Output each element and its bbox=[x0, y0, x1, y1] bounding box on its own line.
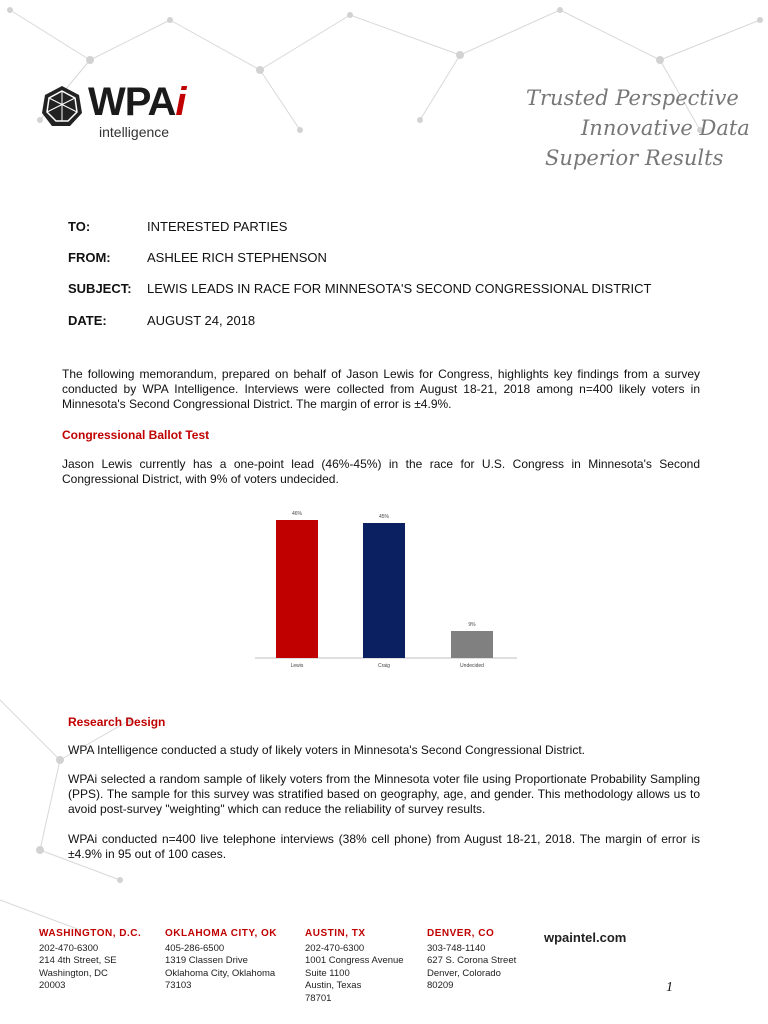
office-city: OKLAHOMA CITY, OK bbox=[165, 928, 278, 939]
bar-undecided bbox=[451, 631, 493, 658]
logo-emblem-icon bbox=[40, 84, 84, 128]
office-washington bbox=[39, 928, 141, 993]
office-line: 73103 bbox=[165, 980, 192, 991]
office-city: DENVER, CO bbox=[427, 928, 495, 939]
research-paragraph-3: WPAi conducted n=400 live telephone interviews (38% cell phone) from August 18-21, 2018. The margin of error is ±4.9% in 95 out of 100 cases. bbox=[68, 832, 700, 861]
office-line: 303-748-1140 bbox=[427, 942, 486, 954]
research-paragraph-1: WPA Intelligence conducted a study of likely voters in Minnesota's Second Congressional District. bbox=[68, 743, 585, 757]
ballot-test-paragraph: Jason Lewis currently has a one-point lead (46%-45%) in the race for U.S. Congress in Minnesota's Second Congressional District, with 9% of voters undecided. bbox=[62, 457, 700, 486]
office-line: 78701 bbox=[305, 992, 332, 1004]
data-label-craig: 45% bbox=[378, 514, 390, 520]
category-label-undecided: Undecided bbox=[460, 663, 484, 669]
office-line: 1319 Classen Drive bbox=[165, 955, 248, 966]
ballot-test-bar-chart bbox=[255, 505, 520, 675]
tagline-2: Innovative Data bbox=[581, 116, 750, 140]
office-line: 1001 Congress Avenue bbox=[305, 955, 404, 966]
page-number: 1 bbox=[666, 980, 673, 995]
office-line: 202-470-6300 bbox=[305, 942, 365, 954]
bar-craig bbox=[363, 523, 405, 658]
office-city: WASHINGTON, D.C. bbox=[39, 928, 142, 939]
data-label-undecided: 9% bbox=[468, 622, 476, 628]
logo-wordmark: WPAi bbox=[88, 80, 186, 124]
memo-date-value: AUGUST 24, 2018 bbox=[147, 313, 256, 328]
category-label-craig: Craig bbox=[378, 663, 390, 669]
office-line: Suite 1100 bbox=[305, 967, 350, 979]
category-label-lewis: Lewis bbox=[290, 663, 304, 669]
memo-subject-value: LEWIS LEADS IN RACE FOR MINNESOTA'S SECOND CONGRESSIONAL DISTRICT bbox=[147, 281, 652, 296]
tagline-3: Superior Results bbox=[545, 146, 724, 170]
office-city: AUSTIN, TX bbox=[305, 928, 366, 939]
memo-to-value: INTERESTED PARTIES bbox=[147, 219, 288, 234]
tagline-1: Trusted Perspective bbox=[526, 86, 739, 110]
office-line: 20003 bbox=[39, 980, 66, 991]
office-line: 627 S. Corona Street bbox=[427, 955, 517, 966]
office-denver bbox=[427, 928, 516, 993]
office-oklahoma-city bbox=[165, 928, 277, 993]
website-link[interactable]: wpaintel.com bbox=[544, 930, 627, 945]
office-line: 405-286-6500 bbox=[165, 942, 225, 954]
office-line: Washington, DC bbox=[39, 967, 108, 979]
data-label-lewis: 46% bbox=[291, 511, 303, 517]
memo-to-label: TO: bbox=[68, 219, 91, 234]
office-austin bbox=[305, 928, 404, 1005]
office-line: 80209 bbox=[427, 980, 454, 991]
memo-date-label: DATE: bbox=[68, 313, 107, 328]
wpa-intelligence-logo bbox=[40, 80, 220, 144]
office-line: Denver, Colorado bbox=[427, 967, 501, 979]
memo-from-value: ASHLEE RICH STEPHENSON bbox=[147, 250, 327, 265]
intro-paragraph: The following memorandum, prepared on behalf of Jason Lewis for Congress, highlights key findings from a survey conducted by WPA Intelligence. Interviews were collected from August 18-21, 2018 among n=400 likely voters in Minnesota's Second Congressional District. The margin of error is ±4.9%. bbox=[62, 367, 700, 411]
office-line: Oklahoma City, Oklahoma bbox=[165, 967, 276, 979]
research-paragraph-2: WPAi selected a random sample of likely voters from the Minnesota voter file using Proportionate Probability Sampling (PPS). The sample for this survey was stratified based on geography, age, and gender. This methodology allows us to avoid post-survey "weighting" which can reduce the reliability of survey results. bbox=[68, 772, 700, 816]
office-line: 202-470-6300 bbox=[39, 942, 99, 954]
section-title-ballot-test: Congressional Ballot Test bbox=[62, 428, 210, 442]
memo-subject-label: SUBJECT: bbox=[68, 281, 132, 296]
section-title-research-design: Research Design bbox=[68, 715, 166, 729]
office-line: Austin, Texas bbox=[305, 980, 362, 991]
office-line: 214 4th Street, SE bbox=[39, 955, 117, 966]
logo-subtitle: intelligence bbox=[99, 124, 170, 140]
memo-from-label: FROM: bbox=[68, 250, 111, 265]
bar-lewis bbox=[276, 520, 318, 658]
